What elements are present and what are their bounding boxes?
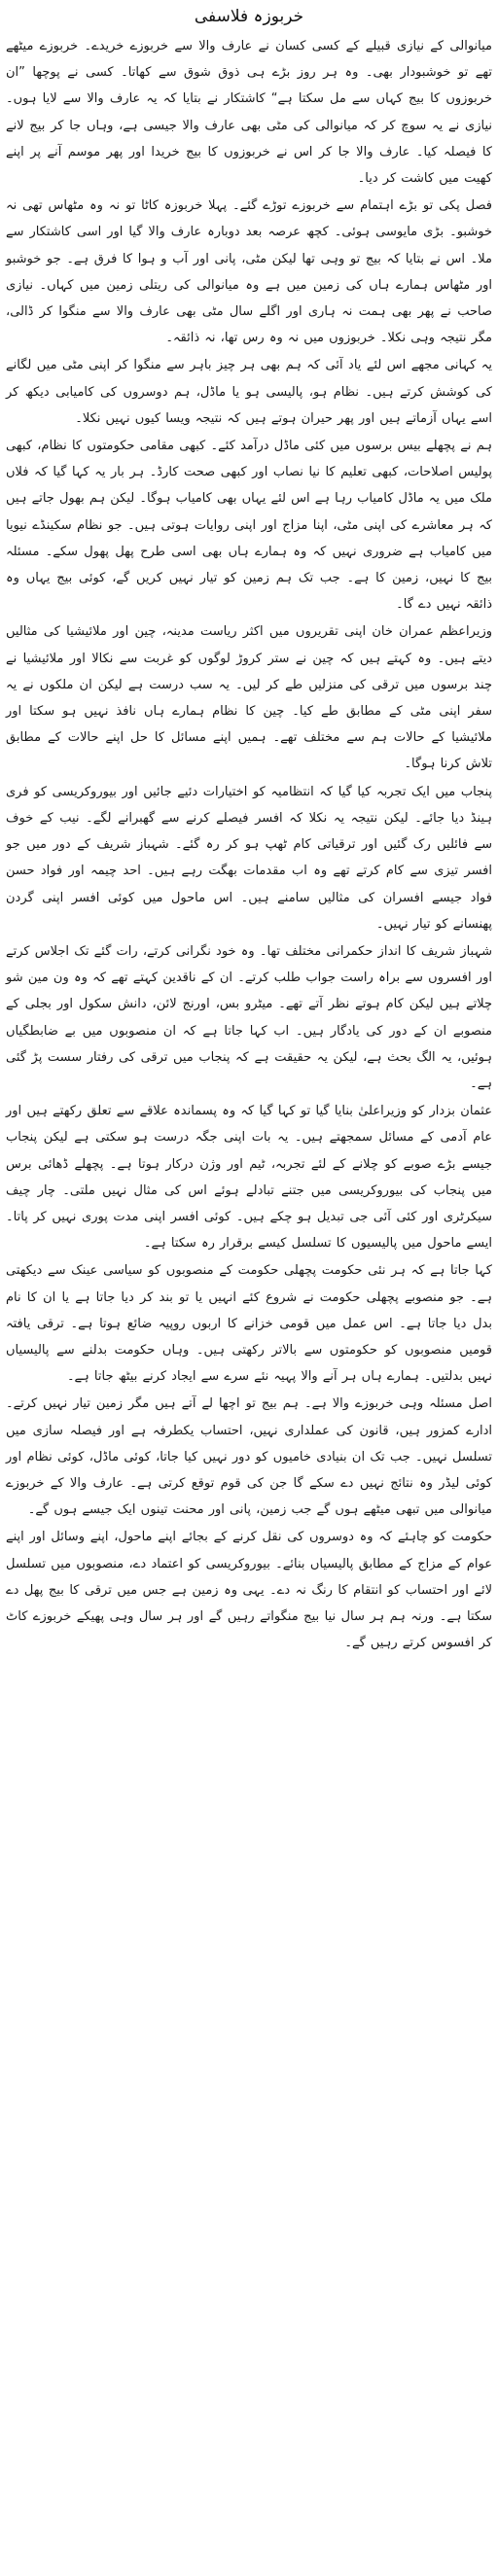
article-paragraph: کہا جاتا ہے کہ ہر نئی حکومت پچھلی حکومت کے منصوبوں کو سیاسی عینک سے دیکھتی ہے۔ جو منصوبے پچھلی حکومت نے شروع کئے انہیں یا تو بند کر دیا جاتا ہے یا ان کا نام بدل دیا جاتا ہے۔ اس عمل میں قومی خزانے کا اربوں روپیہ ضائع ہوتا ہے۔ ترقی یافتہ قومیں منصوبوں کو حکومتوں سے بالاتر رکھتی ہیں۔ وہاں حکومت بدلنے سے پالیسیاں نہیں بدلتیں۔ ہمارے ہاں ہر آنے والا پہیہ نئے سرے سے ایجاد کرنے بیٹھ جاتا ہے۔ <box>6 1263 492 1385</box>
article-paragraph: فصل پکی تو بڑے اہتمام سے خربوزے توڑے گئے۔ پہلا خربوزہ کاٹا تو نہ وہ مٹھاس تھی نہ خوشبو۔ بڑی مایوسی ہوئی۔ کچھ عرصہ بعد دوبارہ عارف والا گیا اور اسی کاشتکار سے ملا۔ اس نے بتایا کہ بیج تو وہی تھا لیکن مٹی، پانی اور آب و ہوا کا فرق ہے۔ جو خوشبو اور مٹھاس ہمارے ہاں کی زمین میں ہے وہ میانوالی کی ریتلی زمین میں کہاں۔ نیازی صاحب نے پھر بھی ہمت نہ ہاری اور اگلے سال مٹی بھی عارف والا سے منگوا کر ڈالی، مگر نتیجہ وہی نکلا۔ خربوزوں میں نہ وہ رس تھا، نہ ذائقہ۔ <box>6 198 492 346</box>
article-paragraph: حکومت کو چاہئے کہ وہ دوسروں کی نقل کرنے کے بجائے اپنے ماحول، اپنے وسائل اور اپنے عوام کے مزاج کے مطابق پالیسیاں بنائے۔ بیوروکریسی کو اعتماد دے، منصوبوں میں تسلسل لائے اور احتساب کو انتقام کا رنگ نہ دے۔ یہی وہ زمین ہے جس میں ترقی کا بیج پھل دے سکتا ہے۔ ورنہ ہم ہر سال نیا بیج منگواتے رہیں گے اور ہر سال وہی پھیکے خربوزے کاٹ کر افسوس کرتے رہیں گے۔ <box>6 1530 492 1651</box>
article-paragraph: ہم نے پچھلے بیس برسوں میں کئی ماڈل درآمد کئے۔ کبھی مقامی حکومتوں کا نظام، کبھی پولیس اصلاحات، کبھی تعلیم کا نیا نصاب اور کبھی صحت کارڈ۔ ہر بار یہ کہا گیا کہ فلاں ملک میں یہ ماڈل کامیاب رہا ہے اس لئے یہاں بھی کامیاب ہوگا۔ لیکن ہم بھول جاتے ہیں کہ ہر معاشرے کی اپنی مٹی، اپنا مزاج اور اپنی روایات ہوتی ہیں۔ جو نظام سکینڈے نیویا میں کامیاب ہے ضروری نہیں کہ وہ ہمارے ہاں بھی اسی طرح پھل پھول سکے۔ مسئلہ بیج کا نہیں، زمین کا ہے۔ جب تک ہم زمین کو تیار نہیں کریں گے، کوئی بیج یہاں وہ ذائقہ نہیں دے گا۔ <box>6 439 492 613</box>
article-paragraph: اصل مسئلہ وہی خربوزے والا ہے۔ ہم بیج تو اچھا لے آتے ہیں مگر زمین تیار نہیں کرتے۔ ادارے کمزور ہیں، قانون کی عملداری نہیں، احتساب یکطرفہ ہے اور فیصلہ سازی میں تسلسل نہیں۔ جب تک ان بنیادی خامیوں کو دور نہیں کیا جاتا، کوئی ماڈل، کوئی نظام اور کوئی لیڈر وہ نتائج نہیں دے سکے گا جن کی قوم توقع کرتی ہے۔ عارف والا کے خربوزے میانوالی میں تبھی میٹھے ہوں گے جب زمین، پانی اور محنت تینوں ایک جیسے ہوں گے۔ <box>6 1396 492 1518</box>
article-body <box>6 33 492 1656</box>
article-paragraph: عثمان بزدار کو وزیراعلیٰ بنایا گیا تو کہا گیا کہ وہ پسماندہ علاقے سے تعلق رکھتے ہیں اور عام آدمی کے مسائل سمجھتے ہیں۔ یہ بات اپنی جگہ درست ہو سکتی ہے لیکن پنجاب جیسے بڑے صوبے کو چلانے کے لئے تجربہ، ٹیم اور وژن درکار ہوتا ہے۔ پچھلے ڈھائی برس میں پنجاب کی بیوروکریسی میں جتنے تبادلے ہوئے اس کی مثال نہیں ملتی۔ چار چیف سیکرٹری اور کئی آئی جی تبدیل ہو چکے ہیں۔ کوئی افسر اپنی مدت پوری نہیں کر پاتا۔ ایسے ماحول میں پالیسیوں کا تسلسل کیسے برقرار رہ سکتا ہے۔ <box>6 1104 492 1252</box>
article-paragraph: شہباز شریف کا انداز حکمرانی مختلف تھا۔ وہ خود نگرانی کرتے، رات گئے تک اجلاس کرتے اور افسروں سے براہ راست جواب طلب کرتے۔ ان کے ناقدین کہتے تھے کہ وہ ون مین شو چلاتے ہیں لیکن کام ہوتے نظر آتے تھے۔ میٹرو بس، اورنج لائن، دانش سکول اور بجلی کے منصوبے ان کے دور کی یادگار ہیں۔ اب کہا جاتا ہے کہ ان منصوبوں میں بے ضابطگیاں ہوئیں، یہ الگ بحث ہے، لیکن یہ حقیقت ہے کہ پنجاب میں ترقی کی رفتار سست پڑ گئی ہے۔ <box>6 943 492 1091</box>
article-headline: خربوزہ فلاسفی <box>194 7 304 26</box>
article-paragraph: میانوالی کے نیازی قبیلے کے کسی کسان نے عارف والا سے خربوزے خریدے۔ خربوزے میٹھے تھے تو خوشبودار بھی۔ وہ ہر روز بڑے ہی ذوق شوق سے کھاتا۔ کسی نے پوچھا ”ان خربوزوں کا بیج کہاں سے مل سکتا ہے“ کاشتکار نے بتایا کہ یہ عارف والا سے لایا ہوں۔ نیازی نے یہ سوچ کر کہ میانوالی کی مٹی بھی عارف والا جیسی ہے، وہاں جا کر بیج لانے کا فیصلہ کیا۔ عارف والا جا کر اس نے خربوزوں کا بیج خریدا اور پھر موسم آنے پر اپنے کھیت میں کاشت کر دیا۔ <box>6 39 492 187</box>
article-paragraph: یہ کہانی مجھے اس لئے یاد آئی کہ ہم بھی ہر چیز باہر سے منگوا کر اپنی مٹی میں لگانے کی کوشش کرتے ہیں۔ نظام ہو، پالیسی ہو یا ماڈل، ہم دوسروں کی کامیابی دیکھ کر اسے یہاں آزماتے ہیں اور پھر حیران ہوتے ہیں کہ نتیجہ ویسا کیوں نہیں نکلا۔ <box>6 358 492 426</box>
article-paragraph: وزیراعظم عمران خان اپنی تقریروں میں اکثر ریاست مدینہ، چین اور ملائیشیا کی مثالیں دیتے ہیں۔ وہ کہتے ہیں کہ چین نے ستر کروڑ لوگوں کو غربت سے نکالا اور ملائیشیا نے چند برسوں میں ترقی کی منزلیں طے کر لیں۔ یہ سب درست ہے لیکن ان ملکوں نے یہ سفر اپنی مٹی کے مطابق طے کیا۔ چین کا نظام ہمارے ہاں نافذ نہیں ہو سکتا اور ملائیشیا کے حالات ہم سے مختلف تھے۔ ہمیں اپنے مسائل کا حل اپنے حالات کے مطابق تلاش کرنا ہوگا۔ <box>6 624 492 772</box>
article-paragraph: پنجاب میں ایک تجربہ کیا گیا کہ انتظامیہ کو اختیارات دئیے جائیں اور بیوروکریسی کو فری ہینڈ دیا جائے۔ لیکن نتیجہ یہ نکلا کہ افسر فیصلے کرنے سے گھبرانے لگے۔ نیب کے خوف سے فائلیں رک گئیں اور ترقیاتی کام ٹھپ ہو کر رہ گئے۔ شہباز شریف کے دور میں جو افسر تیزی سے کام کرتے تھے وہ اب مقدمات بھگت رہے ہیں۔ احد چیمہ اور فواد حسن فواد جیسے افسران کی مثالیں سامنے ہیں۔ اس ماحول میں کوئی افسر اپنی گردن پھنسانے کو تیار نہیں۔ <box>6 784 492 932</box>
